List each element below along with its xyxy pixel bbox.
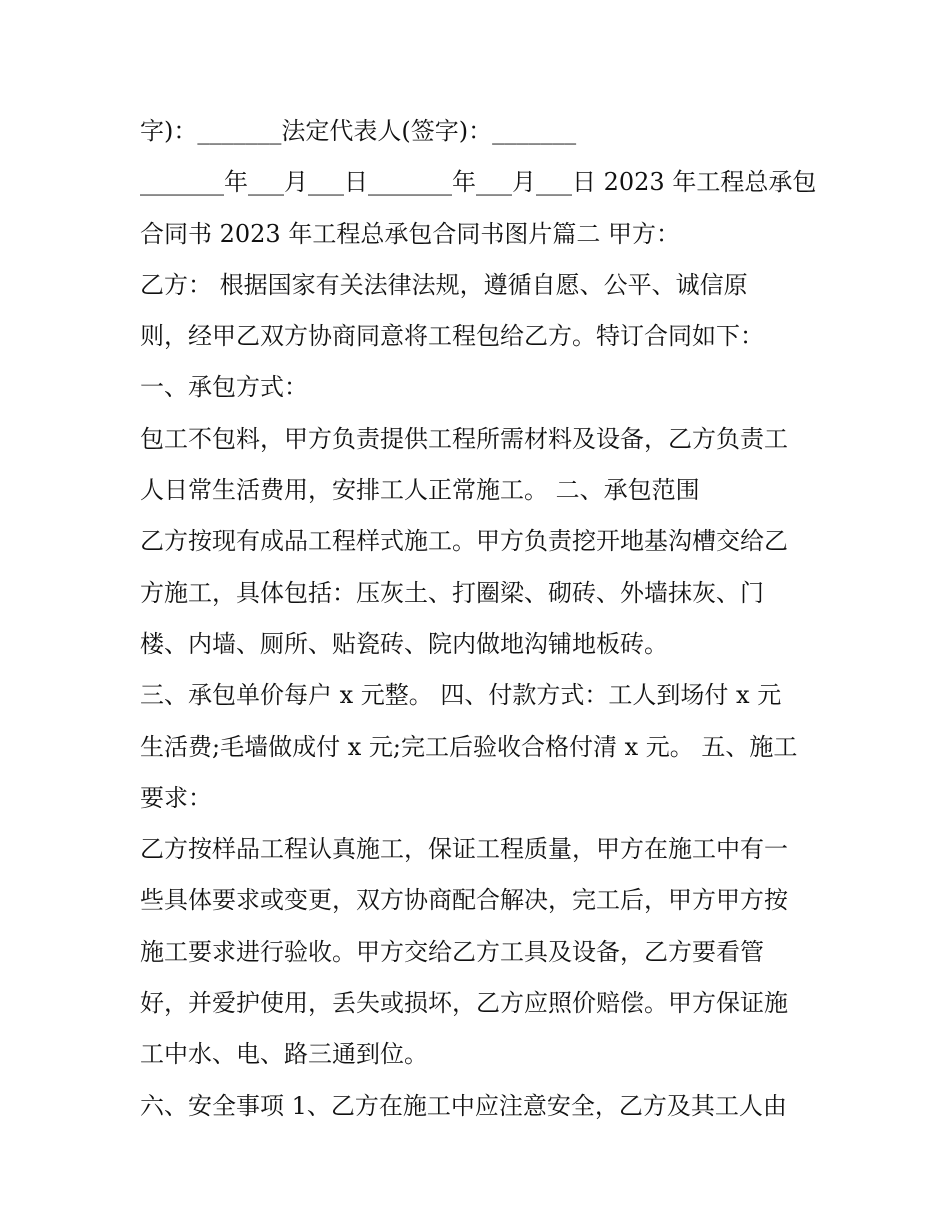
text-line-17: 施工要求进行验收。甲方交给乙方工具及设备，乙方要看管 (140, 937, 764, 966)
text-line-4: 乙方： 根据国家有关法律法规，遵循自愿、公平、诚信原 (140, 270, 748, 299)
text-line-8: 人日常生活费用，安排工人正常施工。 二、承包范围 (140, 476, 700, 505)
text-line-16: 些具体要求或变更，双方协商配合解决，完工后，甲方甲方按 (140, 886, 788, 915)
text-line-6: 一、承包方式： (140, 373, 308, 402)
text-line-14: 要求： (140, 783, 212, 812)
text-line-2: _______年___月___日_______年___月___日 2023 年工程总承包 (140, 168, 817, 197)
text-line-19: 工中水、电、路三通到位。 (140, 1040, 428, 1069)
text-line-3: 合同书 2023 年工程总承包合同书图片篇二 甲方： (140, 219, 680, 248)
text-line-7: 包工不包料，甲方负责提供工程所需材料及设备，乙方负责工 (140, 424, 788, 453)
text-line-12: 三、承包单价每户 x 元整。 四、付款方式：工人到场付 x 元 (140, 681, 782, 710)
text-line-20: 六、安全事项 1、乙方在施工中应注意安全，乙方及其工人由 (140, 1091, 787, 1120)
text-line-11: 楼、内墙、厕所、贴瓷砖、院内做地沟铺地板砖。 (140, 629, 668, 658)
text-line-5: 则，经甲乙双方协商同意将工程包给乙方。特订合同如下： (140, 322, 764, 351)
text-line-15: 乙方按样品工程认真施工，保证工程质量，甲方在施工中有一 (140, 835, 788, 864)
text-line-9: 乙方按现有成品工程样式施工。甲方负责挖开地基沟槽交给乙 (140, 527, 788, 556)
text-line-13: 生活费;毛墙做成付 x 元;完工后验收合格付清 x 元。 五、施工 (140, 732, 798, 761)
text-line-10: 方施工，具体包括：压灰土、打圈梁、砌砖、外墙抹灰、门 (140, 578, 764, 607)
text-line-1: 字)：_______法定代表人(签字)：_______ (140, 117, 577, 145)
document-body (140, 106, 820, 1132)
text-line-18: 好，并爱护使用，丢失或损坏，乙方应照价赔偿。甲方保证施 (140, 989, 788, 1018)
